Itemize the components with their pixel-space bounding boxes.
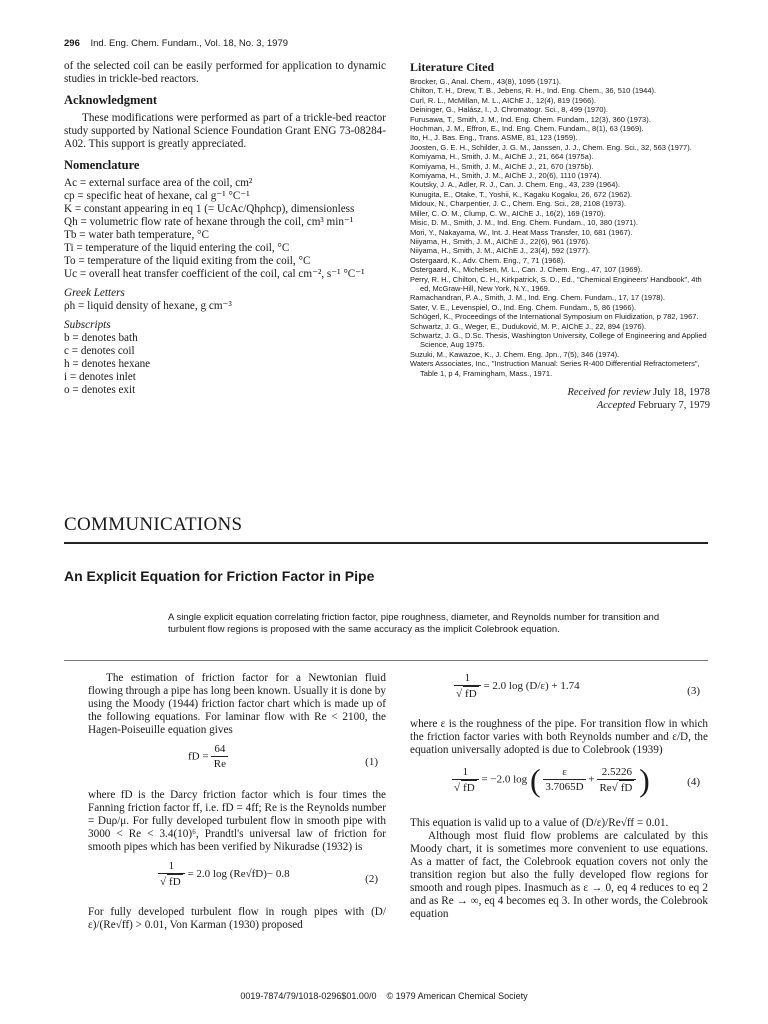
reference-item: Chilton, T. H., Drew, T. B., Jebens, R. H., Ind. Eng. Chem., 36, 510 (1944). [410, 86, 657, 96]
copyright: © 1979 American Chemical Society [386, 991, 528, 1001]
left-paren: ( [529, 762, 541, 798]
reference-item: Schwartz, J. G., D.Sc. Thesis, Washington University, College of Engineering and Applied Science, Aug 1975. [410, 330, 707, 350]
body-paragraph: The estimation of friction factor for a Newtonian fluid flowing through a pipe has long been known. Usually it is done by using the Moody (1944) friction factor chart which is made up of the following equations. For laminar flow with Re < 2100, the Hagen-Poiseuille equation gives [88, 672, 386, 736]
acknowledgment-heading: Acknowledgment [64, 93, 158, 107]
nomenclature-item: Ti = temperature of the liquid entering the coil, °C [64, 242, 290, 254]
eq1-number: (1) [365, 756, 378, 768]
body-paragraph: where fD is the Darcy friction factor which is four times the Fanning friction factor ff, i.e. fD = 4ff; Re is the Reynolds number = Duρ/μ. For fully developed turbulent flow in smooth pipe with 3000 < Re < 3.4(10)⁶, Prandtl's universal law of friction for smooth pipes which has been verified by Nikuradse (1932) is [88, 789, 386, 853]
reference-item: Mori, Y., Nakayama, W., Int. J. Heat Mass Transfer, 10, 681 (1967). [410, 227, 633, 237]
received-date: July 18, 1978 [653, 387, 710, 398]
equation-4: $\frac{1}{√ fD}$ = −2.0 log ( $\frac{\varepsilon}{3.7065D}$ + $\frac{2.5226}{Re√ fD}$ ) (4) [454, 762, 700, 798]
reference-item: Sater, V. E., Levenspiel, O., Ind. Eng. Chem. Fundam., 5, 86 (1966). [410, 302, 637, 312]
reference-item: Brocker, G., Anal. Chem., 43(8), 1095 (1971). [410, 77, 561, 86]
received-label: Received for review [567, 387, 651, 398]
nomenclature-heading: Nomenclature [64, 158, 140, 172]
reference-item: Niiyama, H., Smith, J. M., AIChE J., 23(4), 592 (1977). [410, 246, 591, 256]
reference-item: Curl, R. L., McMillan, M. L., AIChE J., 12(4), 819 (1966). [410, 95, 596, 105]
reference-item: Miller, C. O. M., Clump, C. W., AIChE J., 16(2), 169 (1970). [410, 208, 606, 218]
nomenclature-item: K = constant appearing in eq 1 (= UcAc/Qhρhcp), dimensionless [64, 203, 355, 215]
eq1-denominator: Re [213, 758, 226, 770]
reference-item: Schügerl, K., Proceedings of the International Symposium on Fluidization, p 782, 1967. [410, 312, 699, 322]
eq2-rhs: = 2.0 log (Re√fD)− 0.8 [187, 868, 290, 880]
eq4-plus: + [588, 773, 595, 786]
reference-item: Ramachandran, P. A., Smith, J. M., Ind. Eng. Chem. Fundam., 17, 17 (1978). [410, 293, 665, 303]
eq4-frac2-re: Re [599, 781, 612, 794]
section-rule [64, 542, 708, 544]
greek-letters-heading: Greek Letters [64, 287, 125, 299]
eq4-log: = −2.0 log [481, 773, 528, 786]
body-paragraph: For fully developed turbulent flow in rough pipes with (D/ε)/(Re√ff) > 0.01, Von Karman (1930) proposed [88, 906, 386, 931]
lower-right-column [410, 672, 708, 921]
subscript-item: i = denotes inlet [64, 371, 136, 383]
reference-item: Misic, D. M., Smith, J. M., Ind. Eng. Chem. Fundam., 10, 380 (1971). [410, 218, 638, 228]
eq3-denominator: fD [465, 688, 477, 700]
nomenclature-list [64, 177, 386, 281]
subscript-item: b = denotes bath [64, 332, 138, 344]
review-dates [410, 386, 710, 412]
reference-item: Midoux, N., Charpentier, J. C., Chem. Eng. Sci., 28, 2108 (1973). [410, 199, 626, 209]
eq3-rhs: = 2.0 log (D/ε) + 1.74 [483, 680, 580, 692]
subscript-item: h = denotes hexane [64, 358, 151, 370]
reference-item: Ostergaard, K., Adv. Chem. Eng., 7, 71 (1968). [410, 255, 566, 265]
equation-1 [88, 743, 386, 783]
equation-2: $\frac{1}{√ fD}$ = 2.0 log (Re√fD)− 0.8 (2) [160, 860, 378, 888]
eq4-numerator: 1 [452, 766, 479, 780]
nomenclature-item: Ac = external surface area of the coil, cm² [64, 177, 253, 189]
reference-item: Schwartz, J. G., Weger, E., Duduković, M. P., AIChE J., 22, 894 (1976). [410, 321, 647, 331]
eq3-number: (3) [687, 685, 700, 697]
nomenclature-item: Qh = volumetric flow rate of hexane through the coil, cm³ min⁻¹ [64, 216, 354, 228]
reference-item: Komiyama, H., Smith, J. M., AIChE J., 21, 664 (1975a). [410, 152, 594, 162]
abstract: A single explicit equation correlating friction factor, pipe roughness, diameter, and Reynolds number for transition and turbulent flow regions is proposed with the same accuracy as the implicit Colebrook equation. [168, 612, 660, 635]
eq4-number: (4) [687, 776, 700, 788]
nomenclature-item: To = temperature of the liquid exiting from the coil, °C [64, 255, 311, 267]
body-paragraph: where ε is the roughness of the pipe. For transition flow in which the friction factor varies with both Reynolds number and ε/D, the equation universally adopted is due to Colebrook (1939) [410, 718, 708, 756]
literature-heading: Literature Cited [410, 60, 495, 74]
reference-item: Waters Associates, Inc., "Instruction Manual: Series R-400 Differential Refractometers", Table 1, p 4, Framingham, Mass., 1971. [410, 359, 700, 378]
reference-list [410, 77, 710, 378]
body-paragraph: Although most fluid flow problems are calculated by this Moody chart, it is sometimes more convenient to use equations. As a matter of fact, the Colebrook equation covers not only the transition region but also the fully developed flow regions for smooth and rough pipes. Inasmuch as ε → 0, eq 4 reduces to eq 2 and as Re → ∞, eq 4 becomes eq 3. In other words, the Colebrook equation [410, 830, 708, 920]
page-footer [0, 991, 768, 1001]
subscripts-heading: Subscripts [64, 319, 111, 331]
greek-item: ρh = liquid density of hexane, g cm⁻³ [64, 300, 232, 312]
reference-item: Deininger, G., Halász, I., J. Chromatogr. Sci., 8, 499 (1970). [410, 105, 609, 115]
upper-right-column [410, 60, 710, 412]
journal-citation: Ind. Eng. Chem. Fundam., Vol. 18, No. 3, 1979 [90, 38, 289, 49]
reference-item: Niiyama, H., Smith, J. M., AIChE J., 22(6), 961 (1976). [410, 236, 591, 246]
acknowledgment-paragraph: These modifications were performed as part of a trickle-bed reactor study supported by National Science Foundation Grant ENG 73-08284-A02. This support is greatly appreciated. [64, 112, 386, 150]
reference-item: Hochman, J. M., Effron, E., Ind. Eng. Chem. Fundam., 8(1), 63 (1969). [410, 124, 644, 134]
nomenclature-item: Uc = overall heat transfer coefficient of the coil, cal cm⁻², s⁻¹ °C⁻¹ [64, 268, 365, 280]
body-paragraph: This equation is valid up to a value of (D/ε)/Re√ff = 0.01. [410, 817, 669, 829]
section-title: COMMUNICATIONS [64, 514, 243, 535]
reference-item: Perry, R. H., Chilton, C. H., Kirkpatrick, S. D., Ed., "Chemical Engineers' Handbook", 4th ed, McGraw-Hill, New York, N.Y., 1969. [410, 274, 702, 293]
subscript-item: o = denotes exit [64, 384, 136, 396]
reference-item: Joosten, G. E. H., Schilder, J. G. M., Janssen, J. J., Chem. Eng. Sci., 32, 563 (1977). [410, 142, 692, 152]
nomenclature-item: Tb = water bath temperature, °C [64, 229, 209, 241]
eq4-denominator: fD [463, 781, 475, 794]
eq2-numerator: 1 [158, 860, 185, 874]
eq2-number: (2) [365, 873, 378, 885]
article-code: 0019-7874/79/1018-0296$01.00/0 [240, 991, 377, 1001]
reference-item: Kunugita, E., Otake, T., Yoshii, K., Kagaku Kogaku, 26, 672 (1962). [410, 189, 633, 199]
reference-item: Koutsky, J. A., Adler, R. J., Can. J. Chem. Eng., 43, 239 (1964). [410, 180, 620, 190]
equation-3: $\frac{1}{√ fD}$ = 2.0 log (D/ε) + 1.74 (3) [456, 672, 700, 700]
reference-item: Ostergaard, K., Michelsen, M. L., Can. J. Chem. Eng., 47, 107 (1969). [410, 265, 643, 275]
abstract-rule [64, 660, 708, 661]
eq3-numerator: 1 [454, 672, 481, 686]
reference-item: Komiyama, H., Smith, J. M., AIChE J., 21, 670 (1975b). [410, 161, 594, 171]
accepted-label: Accepted [596, 400, 636, 411]
subscript-item: c = denotes coil [64, 345, 135, 357]
intro-paragraph: of the selected coil can be easily performed for application to dynamic studies in trickle-bed reactors. [64, 60, 386, 85]
eq4-frac1-numerator: ε [543, 766, 585, 780]
lower-left-column [88, 672, 386, 932]
eq1-numerator: 64 [211, 743, 228, 757]
eq2-denominator: fD [169, 876, 181, 888]
reference-item: Furusawa, T., Smith, J. M., Ind. Eng. Chem. Fundam., 12(3), 360 (1973). [410, 114, 651, 124]
page-number: 296 [64, 38, 80, 49]
eq1-lhs: fD = [188, 750, 209, 763]
reference-item: Ito, H., J. Bas. Eng., Trans. ASME, 81, 123 (1959). [410, 133, 578, 143]
reference-item: Komiyama, H., Smith, J. M., AIChE J., 20(6), 1110 (1974). [410, 171, 602, 181]
upper-left-column [64, 60, 386, 397]
article-title: An Explicit Equation for Friction Factor in Pipe [64, 568, 375, 584]
running-head [64, 38, 704, 49]
accepted-date: February 7, 1979 [637, 400, 710, 411]
nomenclature-item: cp = specific heat of hexane, cal g⁻¹ °C⁻¹ [64, 190, 250, 202]
right-paren: ) [639, 762, 650, 798]
eq4-frac2-f: fD [620, 781, 633, 794]
reference-item: Suzuki, M., Kawazoe, K., J. Chem. Eng. Jpn., 7(5), 346 (1974). [410, 349, 620, 359]
eq4-frac1-denominator: 3.7065D [545, 781, 584, 793]
eq4-frac2-numerator: 2.5226 [597, 766, 636, 780]
